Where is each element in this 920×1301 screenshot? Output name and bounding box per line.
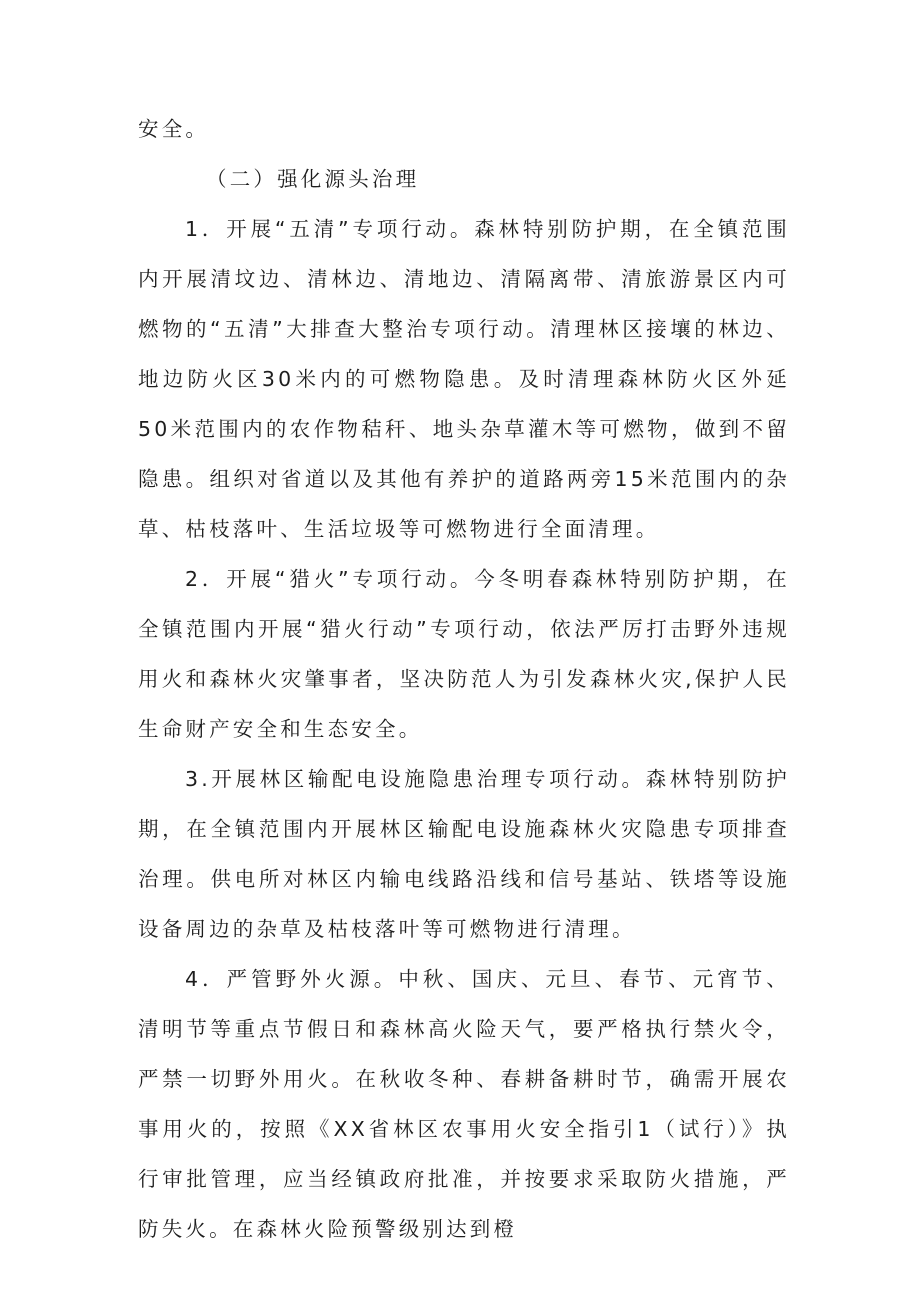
paragraph-item-4: 4．严管野外火源。中秋、国庆、元旦、春节、元宵节、清明节等重点节假日和森林高火险天气，要严格执行禁火令，严禁一切野外用火。在秋收冬种、春耕备耕时节，确需开展农事用火的，按照《XX省林区农事用火安全指引1（试行）》执行审批管理，应当经镇政府批准，并按要求采取防火措施，严防失火。在森林火险预警级别达到橙 [138,967,790,1241]
paragraph-continuation: 安全。 [138,117,210,141]
paragraph-item-2: 2．开展“猎火”专项行动。今冬明春森林特别防护期，在全镇范围内开展“猎火行动”专项行动，依法严厉打击野外违规用火和森林火灾肇事者，坚决防范人为引发森林火灾,保护人民生命财产安全和生态安全。 [138,567,790,741]
paragraph-item-1: 1．开展“五清”专项行动。森林特别防护期，在全镇范围内开展清坟边、清林边、清地边、清隔离带、清旅游景区内可燃物的“五清”大排查大整治专项行动。清理林区接壤的林边、地边防火区30米内的可燃物隐患。及时清理森林防火区外延50米范围内的农作物秸秆、地头杂草灌木等可燃物，做到不留隐患。组织对省道以及其他有养护的道路两旁15米范围内的杂草、枯枝落叶、生活垃圾等可燃物进行全面清理。 [138,217,790,541]
paragraph-item-3: 3.开展林区输配电设施隐患治理专项行动。森林特别防护期，在全镇范围内开展林区输配电设施森林火灾隐患专项排查治理。供电所对林区内输电线路沿线和信号基站、铁塔等设施设备周边的杂草及枯枝落叶等可燃物进行清理。 [138,767,790,941]
document-body [138,104,790,1254]
section-heading: （二）强化源头治理 [206,167,420,191]
